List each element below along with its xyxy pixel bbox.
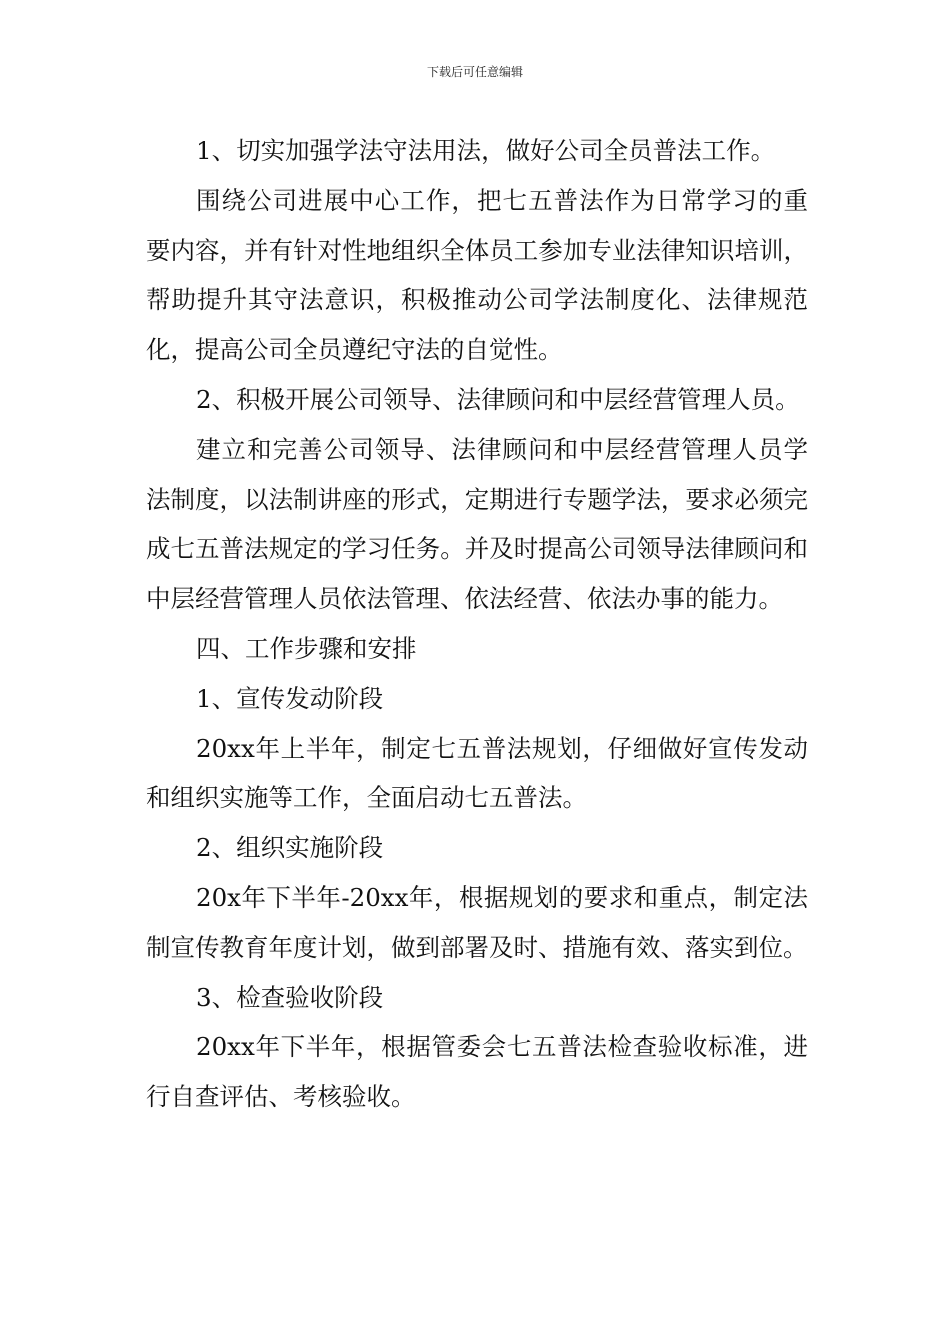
section-heading-4: 四、工作步骤和安排 [196,633,417,663]
subheading-3: 3、检查验收阶段 [196,982,384,1012]
page-header-note: 下载后可任意编辑 [426,65,523,79]
document-body [146,126,808,1122]
paragraph-7: 20xx年下半年，根据管委会七五普法检查验收标准，进行自查评估、考核验收。 [146,1032,808,1112]
paragraph-5: 20xx年上半年，制定七五普法规划，仔细做好宣传发动和组织实施等工作，全面启动七五普法。 [146,733,808,813]
paragraph-6: 20x年下半年-20xx年，根据规划的要求和重点，制定法制宣传教育年度计划，做到部署及时、措施有效、落实到位。 [146,882,808,962]
paragraph-3: 2、积极开展公司领导、法律顾问和中层经营管理人员。 [196,384,800,414]
subheading-1: 1、宣传发动阶段 [196,683,384,713]
paragraph-4: 建立和完善公司领导、法律顾问和中层经营管理人员学法制度，以法制讲座的形式，定期进行专题学法，要求必须完成七五普法规定的学习任务。并及时提高公司领导法律顾问和中层经营管理人员依法管理、依法经营、依法办事的能力。 [146,434,808,614]
paragraph-2: 围绕公司进展中心工作，把七五普法作为日常学习的重要内容，并有针对性地组织全体员工参加专业法律知识培训，帮助提升其守法意识，积极推动公司学法制度化、法律规范化，提高公司全员遵纪守法的自觉性。 [146,185,808,365]
subheading-2: 2、组织实施阶段 [196,833,384,863]
paragraph-1: 1、切实加强学法守法用法，做好公司全员普法工作。 [196,136,776,165]
